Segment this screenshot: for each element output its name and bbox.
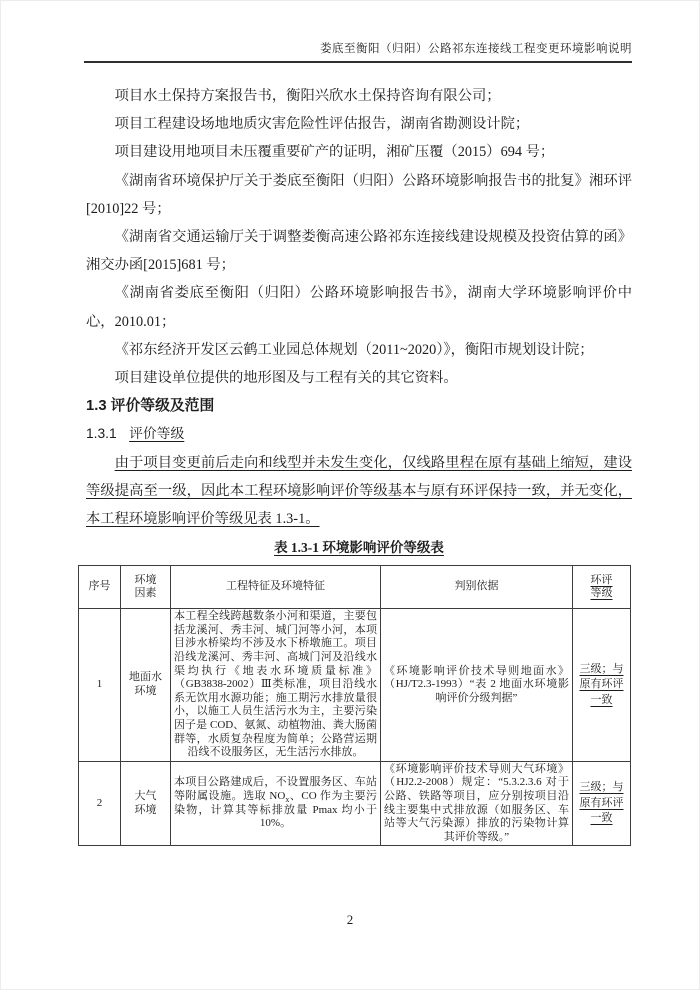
evaluation-grade-table [78,565,631,846]
column-header-feature: 工程特征及环境特征 [171,566,381,609]
paragraph: 《湖南省交通运输厅关于调整娄衡高速公路祁东连接线建设规模及投资估算的函》湘交办函[2015]681 号； [86,229,632,274]
column-header-basis: 判别依据 [381,566,573,609]
column-header-factor: 环境因素 [121,566,171,609]
env-factor-cell: 大气环境 [121,761,171,846]
subsection-number: 1.3.1 [86,426,117,442]
document-content [86,82,632,846]
level-cell: 三级；与原有环评一致 [573,609,631,762]
basis-cell: 《环境影响评价技术导则大气环境》（HJ2.2-2008）规定：“5.3.2.3.6 对于公路、铁路等项目，应分别按项目沿线主要集中式排放源（如服务区、车站等大气污染源）排放的污染物计算其评价等级。” [381,761,573,846]
feature-cell [171,761,381,846]
section-heading: 1.3 评价等级及范围 [86,398,215,415]
subscript-x: x [285,795,290,805]
table-title-text: 表 1.3-1 环境影响评价等级表 [274,540,444,556]
subsection-title: 评价等级 [129,426,185,442]
paragraph: 项目建设用地项目未压覆重要矿产的证明，湘矿压覆（2015）694 号； [114,144,555,161]
feature-text: 本项目公路建成后，不设置服务区、车站等附属设施。选取 NO [174,776,377,802]
table-header-row [79,566,631,609]
level-cell: 三级；与原有环评一致 [573,761,631,846]
paragraph: 项目建设单位提供的地形图及与工程有关的其它资料。 [114,370,458,387]
table-title [86,536,632,560]
feature-text: 、CO 作为主要污染物，计算其等标排放量 Pmax 均小于 10%。 [174,789,378,830]
table-row [79,609,631,762]
page-number: 2 [346,912,354,927]
paragraph: 项目水土保持方案报告书，衡阳兴欣水土保持咨询有限公司； [114,88,501,104]
header-title: 娄底至衡阳（归阳）公路祁东连接线工程变更环境影响说明 [320,43,632,55]
row-number-cell: 1 [79,609,121,762]
row-number-cell: 2 [79,761,121,846]
basis-cell: 《环境影响评价技术导则地面水》（HJ/T2.3-1993）“表 2 地面水环境影响评价分级判据” [381,609,573,762]
paragraph: 项目工程建设场地地质灾害危险性评估报告，湖南省勘测设计院； [114,116,530,133]
subsection-heading [86,420,632,448]
page-header [84,40,632,63]
paragraph: 《湖南省娄底至衡阳（归阳）公路环境影响报告书》，湖南大学环境影响评价中心，2010.01； [86,285,632,330]
feature-cell: 本工程全线跨越数条小河和渠道，主要包括龙溪河、秀丰河、城门河等小河，本项目涉水桥梁均不涉及水下桥墩施工。项目沿线龙溪河、秀丰河、高城门河及沿线水渠均执行《地表水环境质量标准》（GB3838-2002）Ⅲ类标准，项目沿线水系无饮用水源功能；施工期污水排放量很小，以施工人员生活污水为主，主要污染因子是 COD、氨氮、动植物油、粪大肠菌群等，水质复杂程度为简单；公路营运期沿线不设服务区，无生活污水排放。 [171,609,381,762]
table-row [79,761,631,846]
env-factor-cell: 地面水环境 [121,609,171,762]
paragraph: 《湖南省环境保护厅关于娄底至衡阳（归阳）公路环境影响报告书的批复》湘环评[2010]22 号； [86,172,632,217]
column-header-level: 环评等级 [573,566,631,609]
column-header-no: 序号 [79,566,121,609]
paragraph: 《祁东经济开发区云鹤工业园总体规划（2011~2020）》，衡阳市规划设计院； [114,341,594,358]
revision-paragraph: 由于项目变更前后走向和线型并未发生变化，仅线路里程在原有基础上缩短，建设等级提高至一级，因此本工程环境影响评价等级基本与原有环评保持一致，并无变化，本工程环境影响评价等级见表 1.3-1。 [86,454,632,528]
